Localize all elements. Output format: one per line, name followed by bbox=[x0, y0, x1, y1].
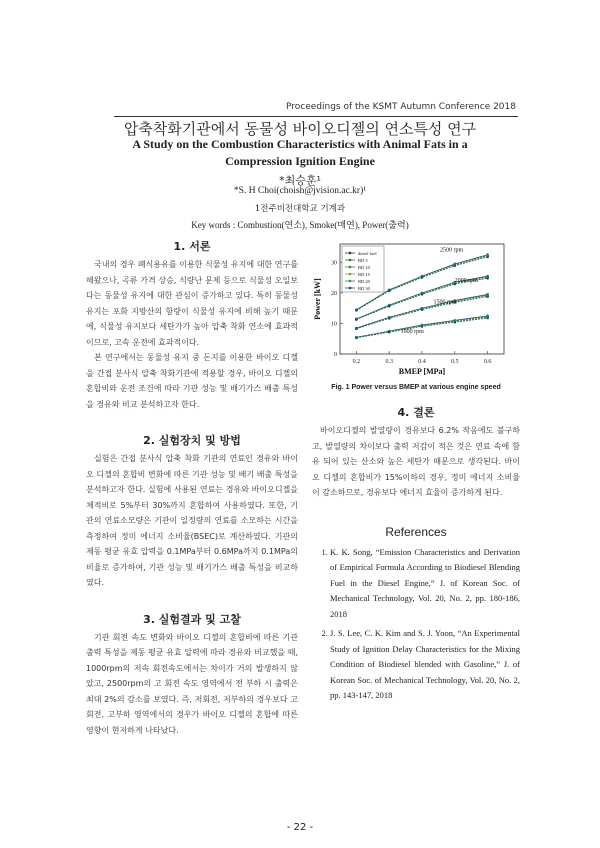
left-column bbox=[86, 238, 298, 738]
figure-caption: Fig. 1 Power versus BMEP at various engine speed bbox=[331, 384, 501, 391]
x-tick-label: 0.5 bbox=[451, 359, 459, 365]
x-tick-label: 0.6 bbox=[483, 359, 492, 365]
section-title-conclusion: 4. 결론 bbox=[397, 406, 435, 419]
author-email: *S. H Choi(choish@jvision.ac.kr)¹ bbox=[233, 186, 367, 196]
section-title-method: 2. 실험장치 및 방법 bbox=[143, 434, 241, 447]
y-tick-label: 0 bbox=[334, 352, 337, 358]
data-point bbox=[421, 293, 424, 296]
section-title-intro: 1. 서론 bbox=[173, 240, 211, 253]
data-point bbox=[421, 308, 424, 311]
data-point bbox=[388, 305, 391, 308]
data-point bbox=[454, 264, 457, 267]
reference-item-2: 2. J. S. Lee, C. K. Kim and S. J. Yoon, “An Experimental Study of Ignition Delay Characteristics for the Mixing Condition of Biodiesel blended with Gasoline,” J. of Korean Soc. of Mechanical Technology, Vol. 20, No. 2, pp. 143-147, 2018 bbox=[330, 626, 520, 704]
legend-label: BD 10 bbox=[358, 265, 370, 270]
legend-marker bbox=[349, 252, 352, 255]
references-list bbox=[312, 545, 520, 704]
data-point bbox=[454, 321, 457, 324]
power-bmep-chart bbox=[312, 240, 512, 376]
legend-marker bbox=[349, 280, 352, 283]
intro-paragraph-2: 본 연구에서는 동물성 유지 중 돈지를 이용한 바이오 디젤을 간접 분사식 압축 착화기관에 적용할 경우, 바이오 디젤의 혼합비와 운전 조건에 따라 기관 성능 및 배기가스 배출 특성을 경유와 비교 분석하고자 한다. bbox=[86, 353, 298, 409]
legend-marker bbox=[349, 259, 352, 262]
title-korean: 압축착화기관에서 동물성 바이오디젤의 연소특성 연구 bbox=[123, 120, 477, 138]
legend-marker bbox=[349, 266, 352, 269]
data-point bbox=[421, 325, 424, 328]
conclusion-paragraph: 바이오디젤의 발열량이 경유보다 6.2% 작음에도 불구하고, 발열량의 차이보다 출력 저감이 적은 것은 연료 속에 함유 되어 있는 산소와 높은 세탄가 때문으로 생각된다. 바이오 디젤의 혼합비가 15%이하의 경우, 정미 에너지 소비율이 감소하므로, 경유보다 에너지 효율이 증가하게 된다. bbox=[312, 426, 520, 497]
section-title-results: 3. 실험결과 및 고찰 bbox=[143, 612, 241, 626]
header-rule bbox=[114, 116, 518, 117]
legend-label: BD 5 bbox=[358, 258, 368, 263]
data-point bbox=[486, 256, 489, 259]
author-name: *최승훈¹ bbox=[279, 174, 321, 187]
y-tick-label: 30 bbox=[331, 260, 337, 267]
speed-label: 2000 rpm bbox=[454, 278, 478, 285]
author-affiliation: 1전주비전대학교 기계과 bbox=[254, 204, 346, 214]
speed-label: 1500 rpm bbox=[433, 299, 457, 306]
speed-label: 1000 rpm bbox=[400, 329, 424, 336]
y-axis-label: Power [kW] bbox=[313, 278, 322, 320]
x-axis-label: BMEP [MPa] bbox=[398, 367, 446, 376]
legend-label: BD 20 bbox=[358, 279, 370, 284]
right-column bbox=[312, 404, 520, 708]
legend-label: BD 15 bbox=[358, 272, 370, 277]
legend-marker bbox=[349, 273, 352, 276]
data-point bbox=[486, 277, 489, 280]
legend-label: diesel fuel bbox=[358, 251, 377, 256]
results-paragraph: 기관 회전 속도 변화와 바이오 디젤의 혼합비에 따른 기관 출력 특성을 제동 평균 유효 압력에 따라 경유와 비교했을 때, 1000rpm의 저속 회전속도에서는 차이가 거의 발생하지 않았고, 2500rpm의 고 회전 속도 영역에서 전 부하 시 출력은 최대 2%의 감소를 보였다. 즉, 저회전, 저부하의 경우보다 고회전, 고부하 영역에서의 경우가 바이오 디젤의 혼합에 따른 영향이 현저하게 나타났다. bbox=[86, 632, 298, 735]
data-point bbox=[355, 309, 358, 312]
keywords: Key words : Combustion(연소), Smoke(매연), Power(출력) bbox=[191, 220, 409, 230]
method-paragraph: 실험은 간접 분사식 압축 착화 기관의 연료인 경유와 바이오 디젤의 혼합비 변화에 따른 기관 성능 및 배기 배출 특성을 분석하고자 한다. 실험에 사용된 연료는 경유와 바이오디젤을 체적비로 5%부터 30%까지 혼합하여 사용하였다. 또한, 기관의 연료소모량은 기관이 일정량의 연료를 소모하는 시간을 측정하여 정미 에너지 소비율(BSEC)로 계산하였다. 기관의 제동 평균 유효 압력을 0.1MPa부터 0.6MPa까지 0.1MPa의 비율로 증가하여, 기관 성능 및 배기가스 배출 특성을 비교하였다. bbox=[86, 454, 298, 587]
reference-item-1: 1. K. K. Song, “Emission Characteristics and Derivation of Empirical Formula According to Biodiesel Blending Fuel in the Diesel Engine,” J. of Korean Soc. of Mechanical Technology, Vol. 20, No. 2, pp. 180-186, 2018 bbox=[330, 545, 520, 623]
conference-header: Proceedings of the KSMT Autumn Conference 2018 bbox=[285, 102, 516, 112]
intro-paragraph-1: 국내의 경우 폐식용유를 이용한 식물성 유지에 대한 연구를 해왔으나, 곡류 가격 상승, 식량난 문제 등으로 식물성 오일보다는 동물성 유지에 대한 관심이 증가하고 있다. 특히 동물성 유지는 포화 지방산의 함량이 식물성 유지에 비해 높기 때문에, 식물성 유지보다 세탄가가 높아 압축 착화 연소에 효과적이므로, 고속 운전에 효과적이다. bbox=[86, 260, 298, 347]
legend-marker bbox=[349, 287, 352, 290]
legend-label: BD 30 bbox=[358, 286, 370, 291]
x-tick-label: 0.2 bbox=[352, 359, 361, 365]
x-tick-label: 0.3 bbox=[385, 359, 393, 365]
speed-label: 2500 rpm bbox=[440, 247, 464, 254]
data-point bbox=[355, 337, 358, 340]
title-english: A Study on the Combustion Characteristics with Animal Fats in a Compression Ignition Engine bbox=[132, 137, 468, 168]
data-point bbox=[486, 295, 489, 298]
data-point bbox=[388, 331, 391, 334]
data-point bbox=[486, 317, 489, 320]
data-point bbox=[421, 276, 424, 279]
x-tick-label: 0.4 bbox=[418, 359, 426, 365]
data-point bbox=[388, 290, 391, 293]
y-tick-label: 10 bbox=[331, 321, 337, 328]
y-tick-label: 20 bbox=[331, 290, 337, 297]
data-point bbox=[388, 317, 391, 320]
page-number: - 22 - bbox=[286, 822, 314, 833]
data-point bbox=[355, 327, 358, 330]
data-point bbox=[355, 318, 358, 321]
references-title: References bbox=[385, 524, 447, 539]
